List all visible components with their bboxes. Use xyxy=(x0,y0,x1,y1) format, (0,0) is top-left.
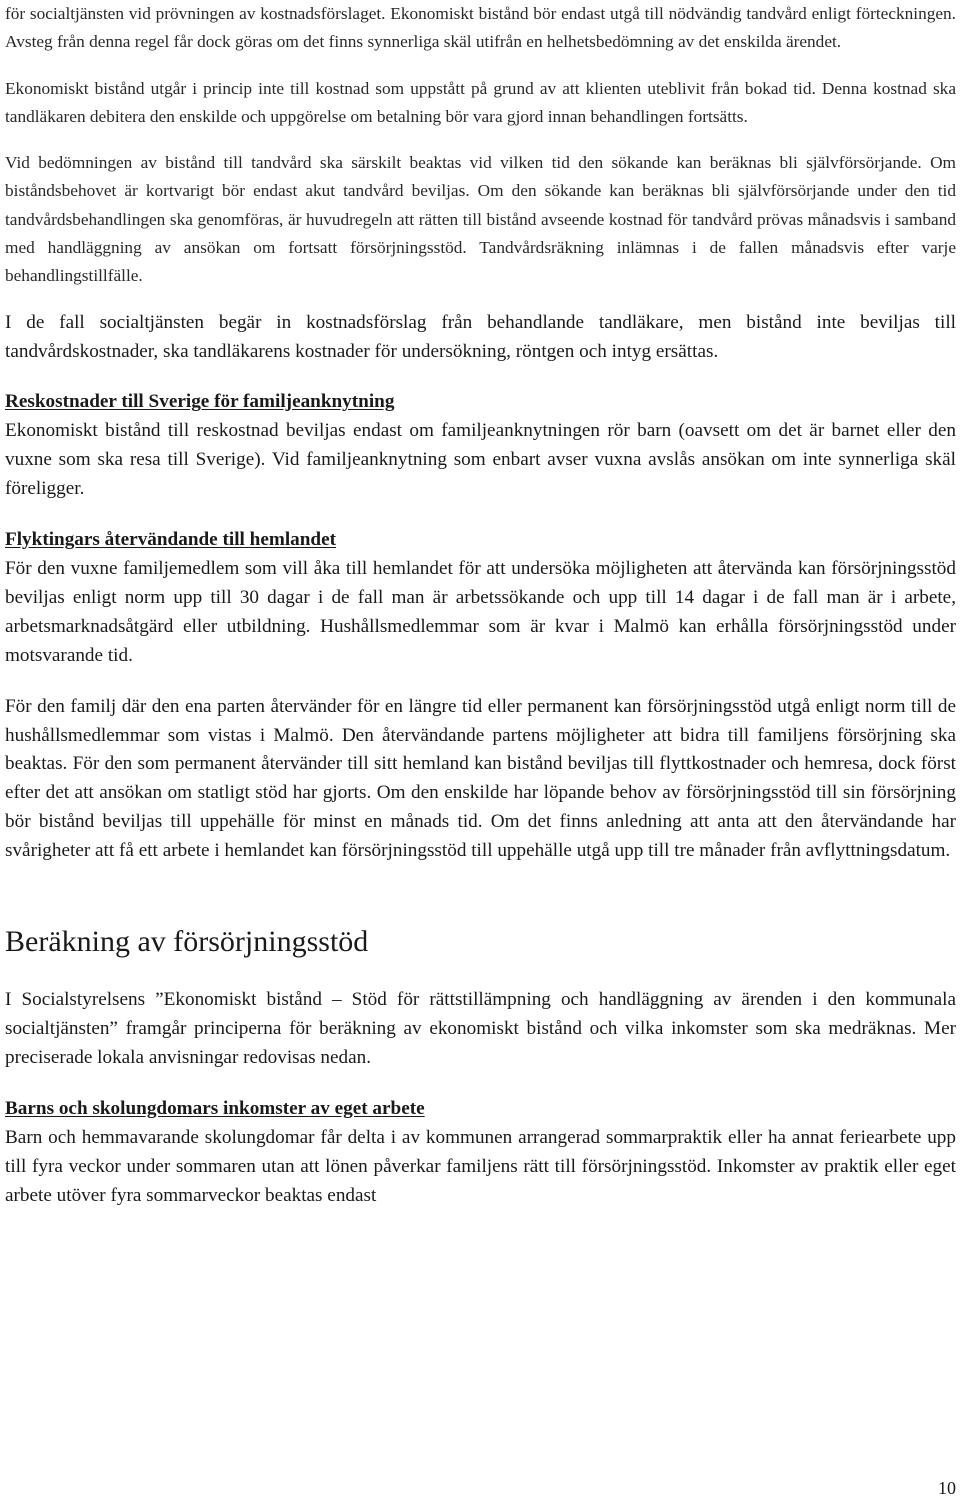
flyktingar-paragraph-2: För den familj där den ena parten återvänder för en längre tid eller permanent kan försörjningsstöd utgå enligt norm till de hushållsmedlemmar som vistas i Malmö. Den återvändande partens möjligheter att bidra till familjens försörjning ska beaktas. För den som permanent återvänder till sitt hemland kan bistånd beviljas till flyttkostnader och hemresa, dock först efter det att ansökan om statligt stöd har gjorts. Om den enskilde har löpande behov av försörjningsstöd till sin försörjning bör bistånd beviljas till uppehälle för minst en månads tid. Om det finns anledning att anta att den återvändande har svårigheter att få ett arbete i hemlandet kan försörjningsstöd till uppehälle utgå upp till tre månader från avflyttningsdatum. xyxy=(5,695,956,862)
berakning-paragraph: I Socialstyrelsens ”Ekonomiskt bistånd – Stöd för rättstillämpning och handläggning av ärenden i den kommunala socialtjänsten” framgår principerna för beräkning av ekonomiskt bistånd och vilka inkomster som ska medräknas. Mer preciserade lokala anvisningar redovisas nedan. xyxy=(5,989,956,1068)
document-page xyxy=(5,0,956,1210)
intro-paragraph: för socialtjänsten vid prövningen av kostnadsförslaget. Ekonomiskt bistånd bör endast utgå till nödvändig tandvård enligt förteckningen. Avsteg från denna regel får dock göras om det finns synnerliga skäl utifrån en helhetsbedömning av det enskilda ärendet. xyxy=(5,4,956,52)
bedomning-paragraph: Vid bedömningen av bistånd till tandvård ska särskilt beaktas vid vilken tid den sökande kan beräknas bli självförsörjande. Om biståndsbehovet är kortvarigt bör endast akut tandvård beviljas. Om den sökande kan beräknas bli självförsörjande under den tid tandvårdsbehandlingen ska genomföras, är huvudregeln att rätten till bistånd avseende kostnad för tandvård prövas månadsvis i samband med handläggning av ansökan om fortsatt försörjningsstöd. Tandvårdsräkning inlämnas i de fallen månadsvis efter varje behandlingstillfälle. xyxy=(5,153,956,286)
reskostnader-paragraph: Ekonomiskt bistånd till reskostnad beviljas endast om familjeanknytningen rör barn (oavsett om det är barnet eller den vuxne som ska resa till Sverige). Vid familjeanknytning som enbart avser vuxna avslås ansökan om inte synnerliga skäl föreligger. xyxy=(5,420,956,500)
barn-heading: Barns och skolungdomars inkomster av eget arbete xyxy=(5,1097,425,1119)
flyktingar-paragraph-1: För den vuxne familjemedlem som vill åka till hemlandet för att undersöka möjligheten att återvända kan försörjningsstöd beviljas enligt norm upp till 30 dagar i de fall man är arbetssökande och upp till 14 dagar i de fall man är i arbete, arbetsmarknadsåtgärd eller utbildning. Hushållsmedlemmar som är kvar i Malmö kan erhålla försörjningsstöd under motsvarande tid. xyxy=(5,558,956,666)
page-number: 10 xyxy=(938,1478,956,1498)
reskostnader-heading: Reskostnader till Sverige för familjeanknytning xyxy=(5,391,395,413)
uteblivit-paragraph: Ekonomiskt bistånd utgår i princip inte till kostnad som uppstått på grund av att klienten uteblivit från bokad tid. Denna kostnad ska tandläkaren debitera den enskilde och uppgörelse om betalning bör vara gjord innan behandlingen fortsätts. xyxy=(5,78,956,126)
barn-paragraph: Barn och hemmavarande skolungdomar får delta i av kommunen arrangerad sommarpraktik eller ha annat feriearbete upp till fyra veckor under sommaren utan att lönen påverkar familjens rätt till försörjningsstöd. Inkomster av praktik eller eget arbete utöver fyra sommarveckor beaktas endast xyxy=(5,1126,956,1206)
flyktingar-heading: Flyktingars återvändande till hemlandet xyxy=(5,529,336,551)
berakning-heading: Beräkning av försörjningsstöd xyxy=(5,925,369,959)
kostnadsforslag-paragraph: I de fall socialtjänsten begär in kostnadsförslag från behandlande tandläkare, men bistånd inte beviljas till tandvårdskostnader, ska tandläkarens kostnader för undersökning, röntgen och intyg ersättas. xyxy=(5,311,956,362)
